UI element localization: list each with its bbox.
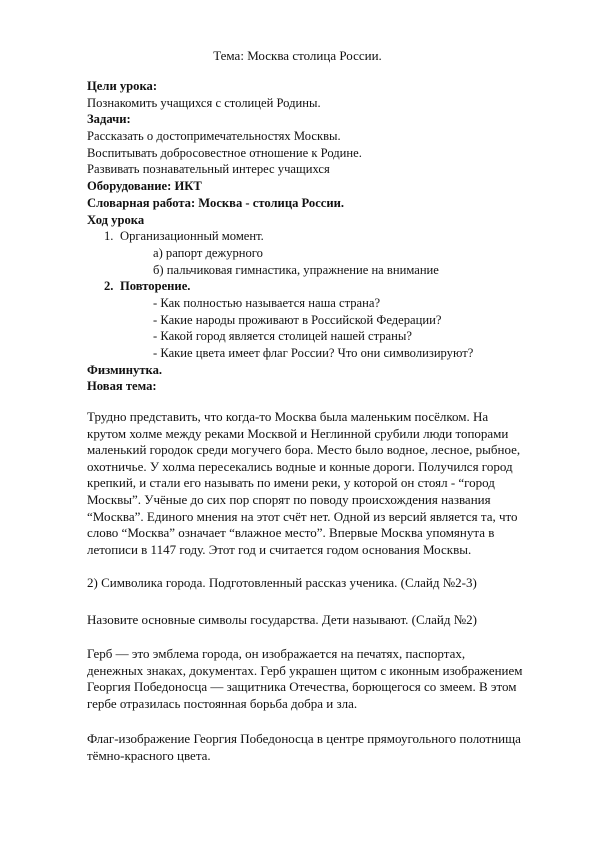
step-1 [87,228,557,245]
step-sub-item: б) пальчиковая гимнастика, упражнение на внимание [153,262,439,277]
fizminutka-heading: Физминутка. [87,362,163,377]
paragraph-line: крутом холме между реками Москвой и Неглинной срубили люди топорами [87,425,509,441]
task-item: Рассказать о достопримечательностях Москвы. [87,129,341,144]
page-title: Тема: Москва столица России. [213,48,382,63]
paragraph-flag [87,731,557,764]
question-item [87,345,557,362]
tasks-heading: Задачи: [87,112,131,127]
paragraph-line: Георгия Победоносца — защитника Отечества, борющегося со змеем. В этом [87,679,517,695]
step-label: Организационный момент. [120,229,264,244]
symbolics-paragraph [87,575,557,592]
equipment-line: Оборудование: ИКТ [87,179,202,194]
paragraph-line: денежных знаках, документах. Герб украшен щитом с иконным изображением [87,662,523,678]
paragraph-gerb [87,646,557,712]
paragraph-line: маленький городок среди могучего бора. Место было водное, лесное, рыбное, [87,442,521,458]
step-1-sub [87,245,557,262]
paragraph-line: охотничье. У холма пересекались водные и конные дороги. Получился город [87,458,513,474]
step-2 [87,278,557,295]
paragraph-history [87,409,557,558]
step-1-sub [87,262,557,279]
vocab-line: Словарная работа: Москва - столица России. [87,195,345,210]
paragraph-line: Герб — это эмблема города, он изображается на печатях, паспортах, [87,646,466,661]
step-number: 1. [104,229,114,244]
step-number: 2. [104,279,114,294]
paragraph-line: крепкий, и стали его называть по имени реки, у которой он стоял - “город [87,475,495,491]
paragraph-line: тёмно-красного цвета. [87,747,211,763]
paragraph-line: Флаг-изображение Георгия Победоносца в центре прямоугольного полотнища [87,731,521,746]
name-symbols-paragraph [87,612,557,629]
goal-text: Познакомить учащихся с столицей Родины. [87,95,321,110]
lesson-plan-header [87,78,557,395]
new-topic-heading: Новая тема: [87,379,157,394]
step-label: Повторение. [120,279,191,294]
paragraph-line: летописи в 1147 году. Этот год и считается годом основания Москвы. [87,541,472,557]
paragraph-line: гербе отразилась постоянная борьба добра и зла. [87,695,358,711]
paragraph-line: слово “Москва” означает “влажное место”. Впервые Москва упомянута в [87,525,495,541]
course-heading: Ход урока [87,212,145,227]
question-text: - Какие цвета имеет флаг России? Что они символизируют? [153,346,474,360]
paragraph-line: Трудно представить, что когда-то Москва была маленьким посёлком. На [87,409,489,424]
task-item: Воспитывать добросовестное отношение к Родине. [87,145,362,160]
question-text: - Как полностью называется наша страна? [153,295,381,310]
question-text: - Какие народы проживают в Российской Федерации? [153,312,442,327]
step-sub-item: а) рапорт дежурного [153,245,263,260]
symbolics-line: 2) Символика города. Подготовленный рассказ ученика. (Слайд №2-3) [87,575,477,590]
question-text: - Какой город является столицей нашей страны? [153,329,412,344]
goals-heading: Цели урока: [87,79,158,93]
question-item [87,312,557,329]
paragraph-line: “Москва”. Единого мнения на этот счёт нет. Одной из версий является та, что [87,508,518,524]
paragraph-line: Москвы”. Учёные до сих пор спорят по поводу происхождения названия [87,491,491,507]
task-item: Развивать познавательный интерес учащихся [87,162,330,177]
question-item [87,295,557,312]
question-item [87,328,557,345]
name-symbols-line: Назовите основные символы государства. Дети называют. (Слайд №2) [87,612,477,627]
